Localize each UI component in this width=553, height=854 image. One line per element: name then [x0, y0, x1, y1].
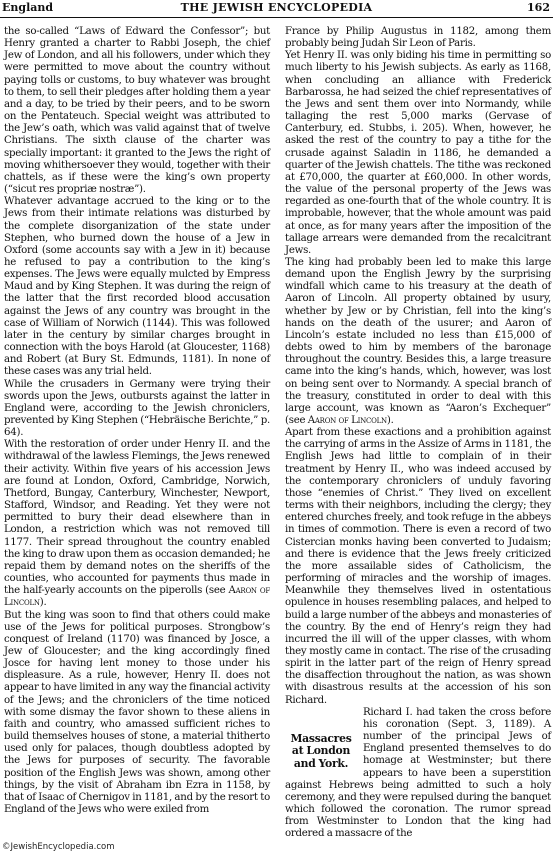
page-number: 162: [527, 1, 550, 14]
right-column: [285, 26, 551, 840]
paragraph-text: The king had probably been led to make this large demand upon the English Jewry by the surprising windfall which came to his treasury at the death of Aaron of Lincoln. All property obtained by usury, whether by Jew or by Christian, fell into the king’s hands on the death of the usurer; and Aaron of Lincoln’s estate included no less than £15,000 of debts owed to him by members of the baronage throughout the country. Besides this, a large treasure came into the king’s hands, which, however, was lost on being sent over to Normandy. A special branch of the treasury, constituted in order to deal with this large account, was known as “Aaron’s Exchequer” (see: [285, 256, 551, 426]
left-column: [4, 26, 270, 816]
paragraph: Apart from these exactions and a prohibition against the carrying of arms in the Assize of Arms in 1181, the English Jews had little to complain of in their treatment by Henry II., who was indeed accused by the contemporary chroniclers of unduly favoring those “enemies of Christ.” They lived on excellent terms with their neighbors, including the clergy; they entered churches freely, and took refuge in the abbeys in times of commotion. There is even a record of two Cistercian monks having been converted to Judaism; and there is evidence that the Jews freely criticized the more assailable sides of Catholicism, the performing of miracles and the worship of images. Meanwhile they themselves lived in ostentatious opulence in houses resembling palaces, and helped to build a large number of the abbeys and monasteries of the country. By the end of Henry’s reign they had incurred the ill will of the upper classes, with whom they mostly came in contact. The rise of the crusading spirit in the latter part of the reign of Henry spread the disaffection throughout the nation, as was shown with disastrous results at the accession of his son Richard.: [285, 427, 551, 706]
paragraph: [285, 707, 551, 841]
paragraph: Whatever advantage accrued to the king or to the Jews from their intimate relations was disturbed by the complete disorganization of the state under Stephen, who burned down the house of a Jew in Oxford (some accounts say with a Jew in it) because he refused to pay a contribution to the king’s expenses. The Jews were equally mulcted by Empress Maud and by King Stephen. It was during the reign of the latter that the first recorded blood accusation against the Jews of any country was brought in the case of William of Norwich (1144). This was followed later in the century by similar charges brought in connection with the boys Harold (at Gloucester, 1168) and Robert (at Bury St. Edmunds, 1181). In none of these cases was any trial held.: [4, 196, 270, 378]
sidenote-line: at London: [291, 744, 351, 758]
paragraph: Yet Henry II. was only biding his time in permitting so much liberty to his Jewish subjects. As early as 1168, when concluding an alliance with Frederick Barbarossa, he had seized the chief representatives of the Jews and sent them over into Normandy, while tallaging the rest 5,000 marks (Gervase of Canterbury, ed. Stubbs, i. 205). When, however, he asked the rest of the country to pay a tithe for the crusade against Saladin in 1186, he demanded a quarter of the Jewish chattels. The tithe was reckoned at £70,000, the quarter at £60,000. In other words, the value of the personal property of the Jews was regarded as one-fourth that of the whole country. It is improbable, however, that the whole amount was paid at once, as for many years after the imposition of the tallage arrears were demanded from the recalcitrant Jews.: [285, 50, 551, 256]
sidenote: [285, 733, 357, 771]
cross-reference-link[interactable]: Aaron of Lincoln: [4, 585, 270, 609]
paragraph-text: Richard I. had taken the cross before his coronation (Sept. 3, 1189). A number of the principal Jews of England presented themselves to do homage at Westminster; but there appears to have been a superstition against Hebrews being admitted to such a holy ceremony, and they were repulsed during the banquet which followed the coronation. The rumor spread from Westminster to London that the king had ordered a massacre of the: [285, 706, 551, 840]
paragraph: But the king was soon to find that others could make use of the Jews for political purposes. Strongbow’s conquest of Ireland (1170) was financed by Josce, a Jew of Gloucester; and the king accordingly fined Josce for having lent money to those under his displeasure. As a rule, however, Henry II. does not appear to have limited in any way the financial activity of the Jews; and the chroniclers of the time noticed with some dismay the favor shown to these aliens in faith and country, who amassed sufficient riches to build themselves houses of stone, a material thitherto used only for palaces, though doubtless adopted by the Jews for purposes of security. The favorable position of the English Jews was shown, among other things, by the visit of Abraham ibn Ezra in 1158, by that of Isaac of Chernigov in 1181, and by the resort to England of the Jews who were exiled from: [4, 609, 270, 815]
paragraph: The king had probably been led to make this large demand upon the English Jewry by the surprising windfall which came to his treasury at the death of Aaron of Lincoln. All property obtained by usury, whether by Jew or by Christian, fell into the king’s hands on the death of the usurer; and Aaron of Lincoln’s estate included no less than £15,000 of debts owed to him by members of the baronage throughout the country. Besides this, a large treasure came into the king’s hands, which, however, was lost on being sent over to Normandy. A special branch of the treasury, constituted in order to deal with this large account, was known as “Aaron’s Exchequer” (see Aaron of Lincoln).: [285, 256, 551, 426]
paragraph: With the restoration of order under Henry II. and the withdrawal of the lawless Flemings, the Jews renewed their activity. Within five years of his accession Jews are found at London, Oxford, Cambridge, Norwich, Thetford, Bungay, Canterbury, Winchester, Newport, Stafford, Windsor, and Reading. Yet they were not permitted to bury their dead elsewhere than in London, a restriction which was not removed till 1177. Their spread throughout the country enabled the king to draw upon them as occasion demanded; he repaid them by demand notes on the sheriffs of the counties, who accounted for payments thus made in the half-yearly accounts on the piperolls (see Aaron of Lincoln).: [4, 439, 270, 609]
running-title: THE JEWISH ENCYCLOPEDIA: [180, 1, 373, 14]
paragraph: the so-called “Laws of Edward the Confessor”; but Henry granted a charter to Rabbi Joseph, the chief Jew of London, and all his followers, under which they were permitted to move about the country without paying tolls or customs, to buy whatever was brought to them, to sell their pledges after holding them a year and a day, to be tried by their peers, and to be sworn on the Pentateuch. Special weight was attributed to the Jew’s oath, which was valid against that of twelve Christians. The sixth clause of the charter was specially important: it granted to the Jews the right of moving whithersoever they would, together with their chattels, as if these were the king’s own property (“sicut res propriæ nostræ”).: [4, 26, 270, 196]
cross-reference-link[interactable]: Aaron of Lincoln: [307, 415, 387, 426]
section-title: England: [2, 1, 54, 14]
sidenote-line: and York.: [293, 756, 349, 770]
paragraph: France by Philip Augustus in 1182, among them probably being Judah Sir Leon of Paris.: [285, 26, 551, 50]
footer-copyright: ©JewishEncyclopedia.com: [2, 842, 115, 852]
paragraph-text: With the restoration of order under Henry II. and the withdrawal of the lawless Flemings, the Jews renewed their activity. Within five years of his accession Jews are found at London, Oxford, Cambridge, Norwich, Thetford, Bungay, Canterbury, Winchester, Newport, Stafford, Windsor, and Reading. Yet they were not permitted to bury their dead elsewhere than in London, a restriction which was not removed till 1177. Their spread throughout the country enabled the king to draw upon them as occasion demanded; he repaid them by demand notes on the sheriffs of the counties, who accounted for payments thus made in the half-yearly accounts on the piperolls (see: [4, 439, 270, 597]
page-header: [0, 0, 553, 18]
sidenote-line: Massacres: [290, 731, 352, 745]
paragraph: While the crusaders in Germany were trying their swords upon the Jews, outbursts against the latter in England were, according to the Jewish chroniclers, prevented by King Stephen (“Hebräische Berichte,” p. 64).: [4, 378, 270, 439]
